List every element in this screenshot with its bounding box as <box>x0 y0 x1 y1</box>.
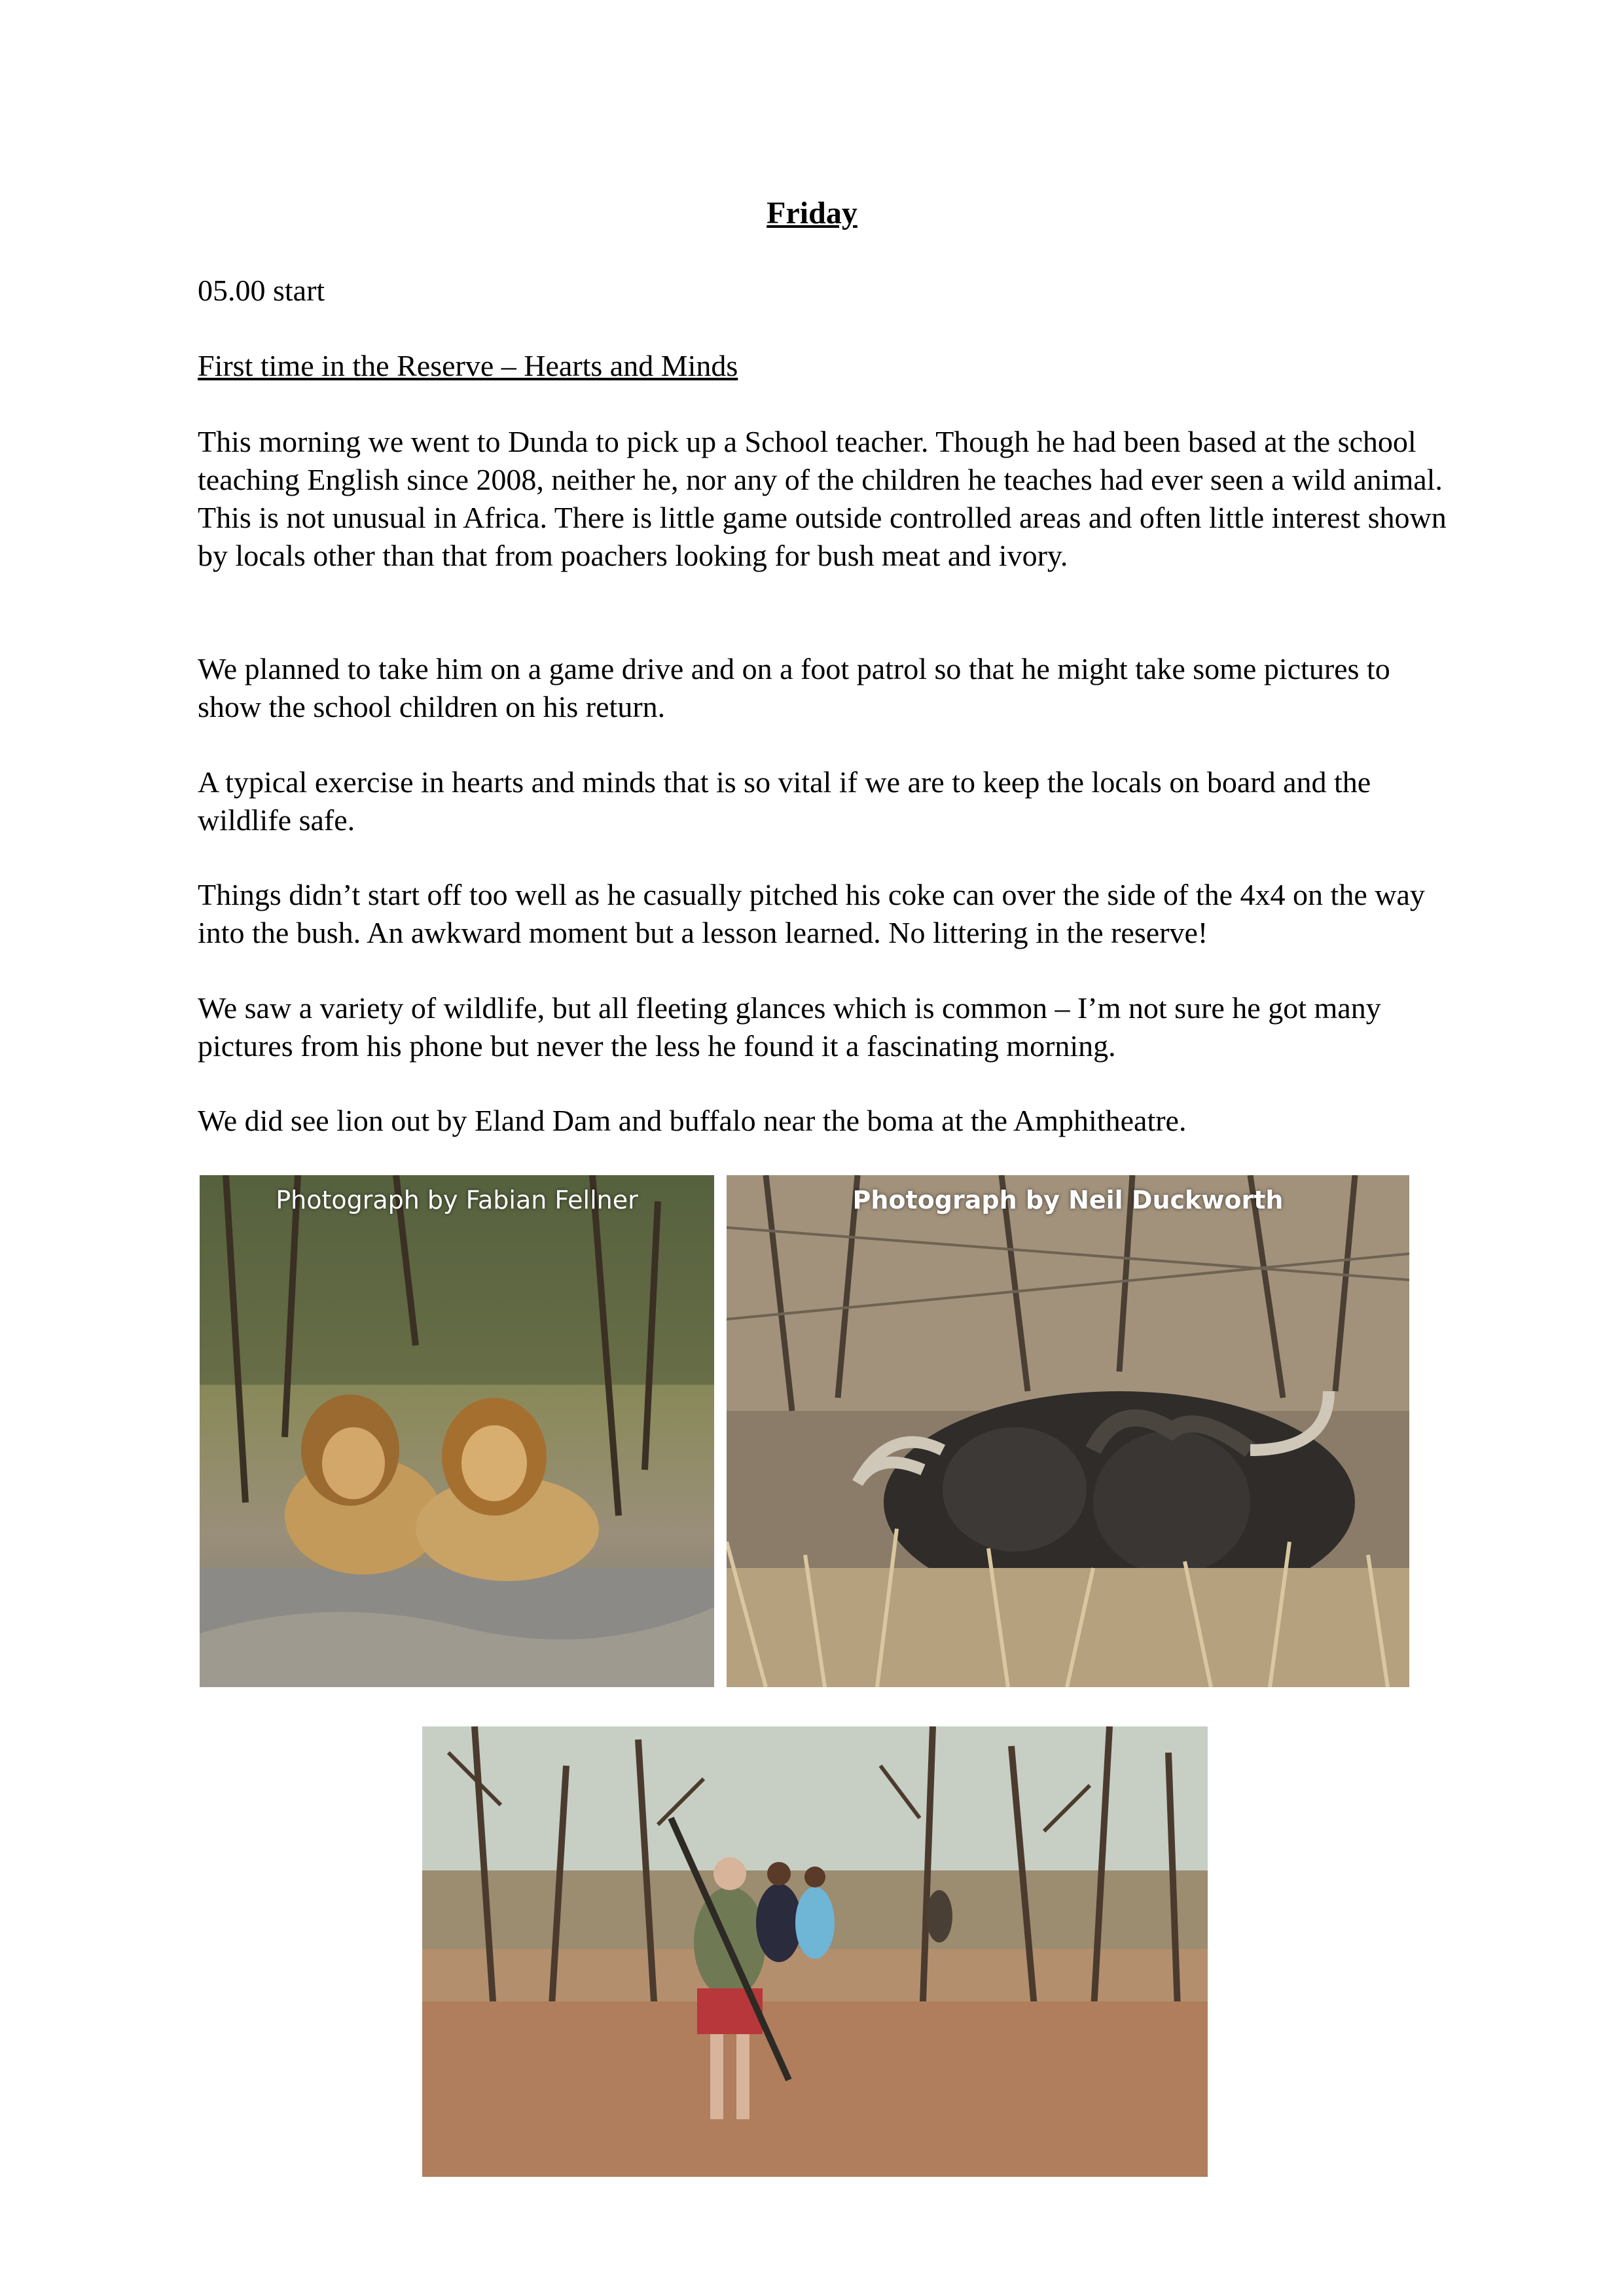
paragraph-1: This morning we went to Dunda to pick up a School teacher. Though he had been based at the school teaching English since 2008, neither he, nor any of the children he teaches had ever seen a wild animal. This is not unusual in Africa. There is little game outside controlled areas and often little interest shown by locals other than that from poachers looking for bush meat and ivory. <box>198 425 1447 572</box>
lion-photo <box>200 1175 714 1687</box>
buffalo-photo-credit: Photograph by Neil Duckworth <box>852 1186 1284 1214</box>
buffalo-photo-illustration <box>727 1175 1409 1687</box>
paragraph-3: A typical exercise in hearts and minds that is so vital if we are to keep the locals on board and the wildlife safe. <box>198 765 1371 837</box>
start-time: 05.00 start <box>198 274 325 307</box>
lion-photo-illustration <box>200 1175 714 1687</box>
paragraph-4: Things didn’t start off too well as he casually pitched his coke can over the side of the 4x4 on the way into the bush. An awkward moment but a lesson learned. No littering in the reserve! <box>198 878 1425 949</box>
paragraph-2: We planned to take him on a game drive and on a foot patrol so that he might take some pictures to show the school children on his return. <box>198 652 1390 723</box>
paragraph-6: We did see lion out by Eland Dam and buffalo near the boma at the Amphitheatre. <box>198 1104 1187 1137</box>
foot-patrol-photo <box>422 1726 1208 2177</box>
foot-patrol-photo-illustration <box>422 1726 1208 2177</box>
buffalo-photo <box>727 1175 1409 1687</box>
paragraph-5: We saw a variety of wildlife, but all fleeting glances which is common – I’m not sure he got many pictures from his phone but never the less he found it a fascinating morning. <box>198 991 1381 1063</box>
section-heading: First time in the Reserve – Hearts and Minds <box>198 349 738 382</box>
lion-photo-credit: Photograph by Fabian Fellner <box>276 1186 638 1214</box>
page-title: Friday <box>767 196 857 230</box>
